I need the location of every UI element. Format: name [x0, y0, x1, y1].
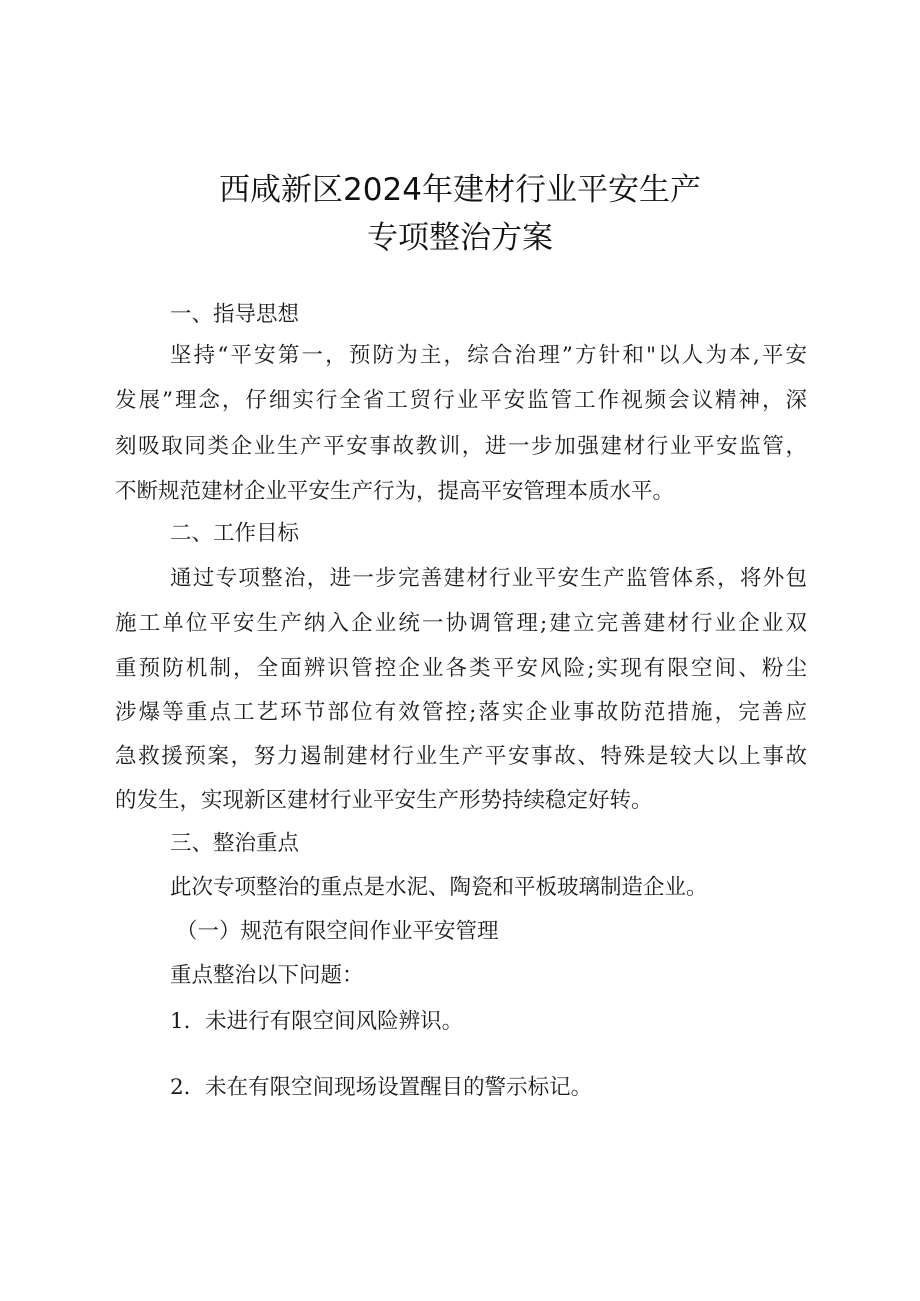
document-title-line-1: 西咸新区2024年建材行业平安生产 — [219, 172, 701, 208]
section-2-paragraph-line: 通过专项整治，进一步完善建材行业平安生产监管体系，将外包 — [170, 566, 807, 591]
section-2-paragraph-line: 涉爆等重点工艺环节部位有效管控;落实企业事故防范措施，完善应 — [115, 700, 807, 725]
section-3-list-item-2: 2．未在有限空间现场设置醒目的警示标记。 — [170, 1075, 593, 1100]
section-2-paragraph-line: 重预防机制，全面辨识管控企业各类平安风险;实现有限空间、粉尘 — [115, 656, 807, 681]
section-2-paragraph-line: 施工单位平安生产纳入企业统一协调管理;建立完善建材行业企业双 — [115, 611, 807, 636]
section-3-subheading-1: （一）规范有限空间作业平安管理 — [176, 919, 499, 944]
section-3-heading: 三、整治重点 — [170, 831, 300, 856]
section-3-list-item-1: 1．未进行有限空间风险辨识。 — [170, 1009, 464, 1034]
section-2-paragraph-line: 的发生，实现新区建材行业平安生产形势持续稳定好转。 — [115, 788, 653, 813]
document-title-line-2: 专项整治方案 — [367, 220, 553, 256]
section-3-paragraph: 此次专项整治的重点是水泥、陶瓷和平板玻璃制造企业。 — [170, 875, 708, 900]
section-1-paragraph-line: 刻吸取同类企业生产平安事故教训，进一步加强建材行业平安监管， — [115, 434, 807, 459]
section-2-heading: 二、工作目标 — [170, 521, 300, 546]
section-3-sub1-intro: 重点整治以下问题： — [170, 963, 364, 988]
section-1-heading: 一、指导思想 — [170, 302, 300, 327]
section-1-paragraph-line: 坚持“平安第一，预防为主，综合治理”方针和"以人为本,平安 — [170, 343, 807, 368]
section-2-paragraph-line: 急救援预案，努力遏制建材行业生产平安事故、特殊是较大以上事故 — [115, 744, 807, 769]
section-1-paragraph-line: 不断规范建材企业平安生产行为，提高平安管理本质水平。 — [115, 479, 675, 504]
section-1-paragraph-line: 发展”理念，仔细实行全省工贸行业平安监管工作视频会议精神，深 — [115, 388, 807, 413]
